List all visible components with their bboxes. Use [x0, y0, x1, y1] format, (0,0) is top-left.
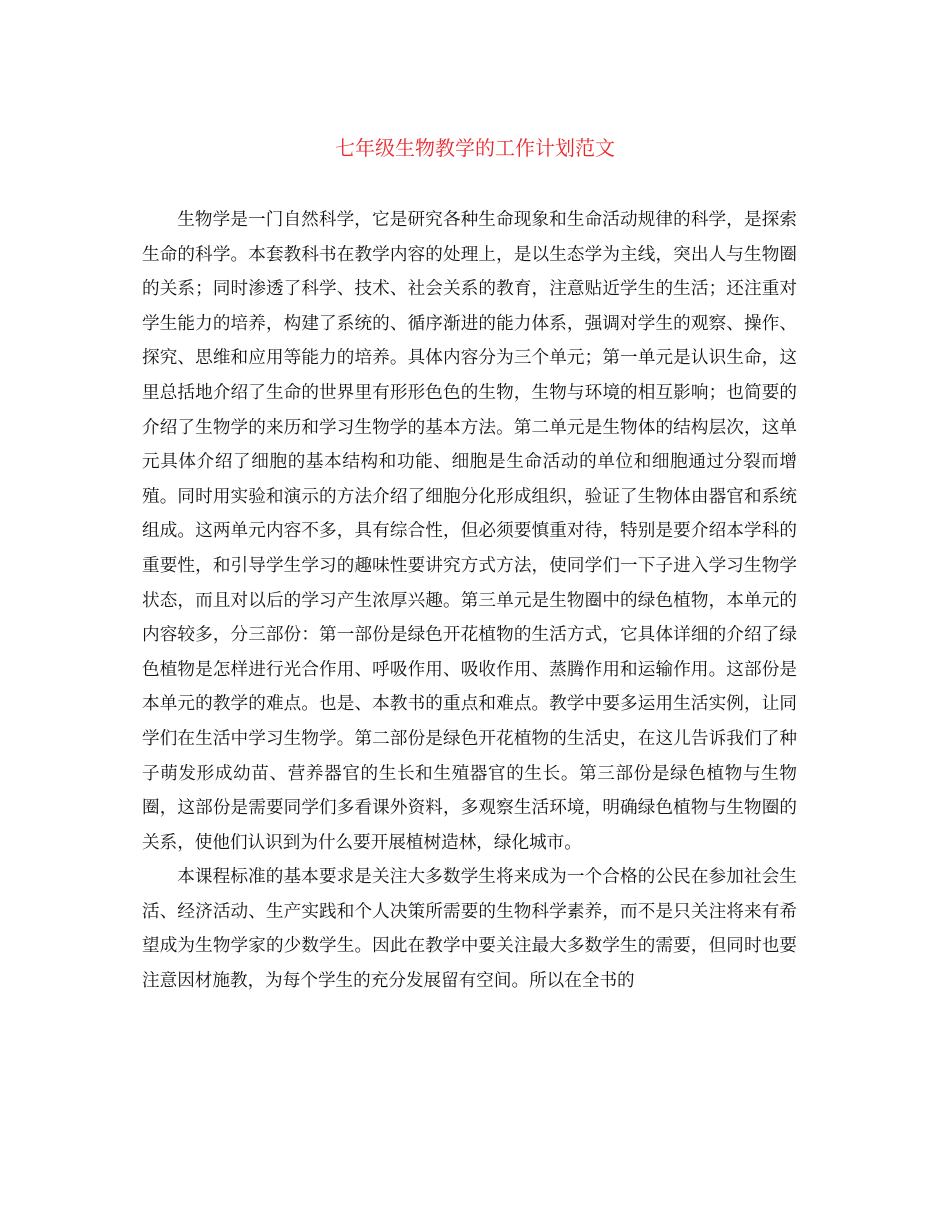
paragraph-1: 生物学是一门自然科学，它是研究各种生命现象和生命活动规律的科学，是探索生命的科学。本套教科书在教学内容的处理上，是以生态学为主线，突出人与生物圈的关系；同时渗透了科学、技术、社会关系的教育，注意贴近学生的生活；还注重对学生能力的培养，构建了系统的、循序渐进的能力体系，强调对学生的观察、操作、探究、思维和应用等能力的培养。具体内容分为三个单元；第一单元是认识生命，这里总括地介绍了生命的世界里有形形色色的生物，生物与环境的相互影响；也简要的介绍了生物学的来历和学习生物学的基本方法。第二单元是生物体的结构层次，这单元具体介绍了细胞的基本结构和功能、细胞是生命活动的单位和细胞通过分裂而增殖。同时用实验和演示的方法介绍了细胞分化形成组织，验证了生物体由器官和系统组成。这两单元内容不多，具有综合性，但必须要慎重对待，特别是要介绍本学科的重要性，和引导学生学习的趣味性要讲究方式方法，使同学们一下子进入学习生物学状态，而且对以后的学习产生浓厚兴趣。第三单元是生物圈中的绿色植物，本单元的内容较多，分三部份：第一部份是绿色开花植物的生活方式，它具体详细的介绍了绿色植物是怎样进行光合作用、呼吸作用、吸收作用、蒸腾作用和运输作用。这部份是本单元的教学的难点。也是、本教书的重点和难点。教学中要多运用生活实例，让同学们在生活中学习生物学。第二部份是绿色开花植物的生活史，在这儿告诉我们了种子萌发形成幼苗、营养器官的生长和生殖器官的生长。第三部份是绿色植物与生物圈，这部份是需要同学们多看课外资料，多观察生活环境，明确绿色植物与生物圈的关系，使他们认识到为什么要开展植树造林，绿化城市。 [142, 210, 797, 853]
paragraph-2: 本课程标准的基本要求是关注大多数学生将来成为一个合格的公民在参加社会生活、经济活动、生产实践和个人决策所需要的生物科学素养，而不是只关注将来有希望成为生物学家的少数学生。因此在教学中要关注最大多数学生的需要，但同时也要注意因材施教，为每个学生的充分发展留有空间。所以在全书的 [142, 867, 797, 992]
document-title: 七年级生物教学的工作计划范文 [335, 136, 615, 160]
document-body [142, 203, 797, 999]
